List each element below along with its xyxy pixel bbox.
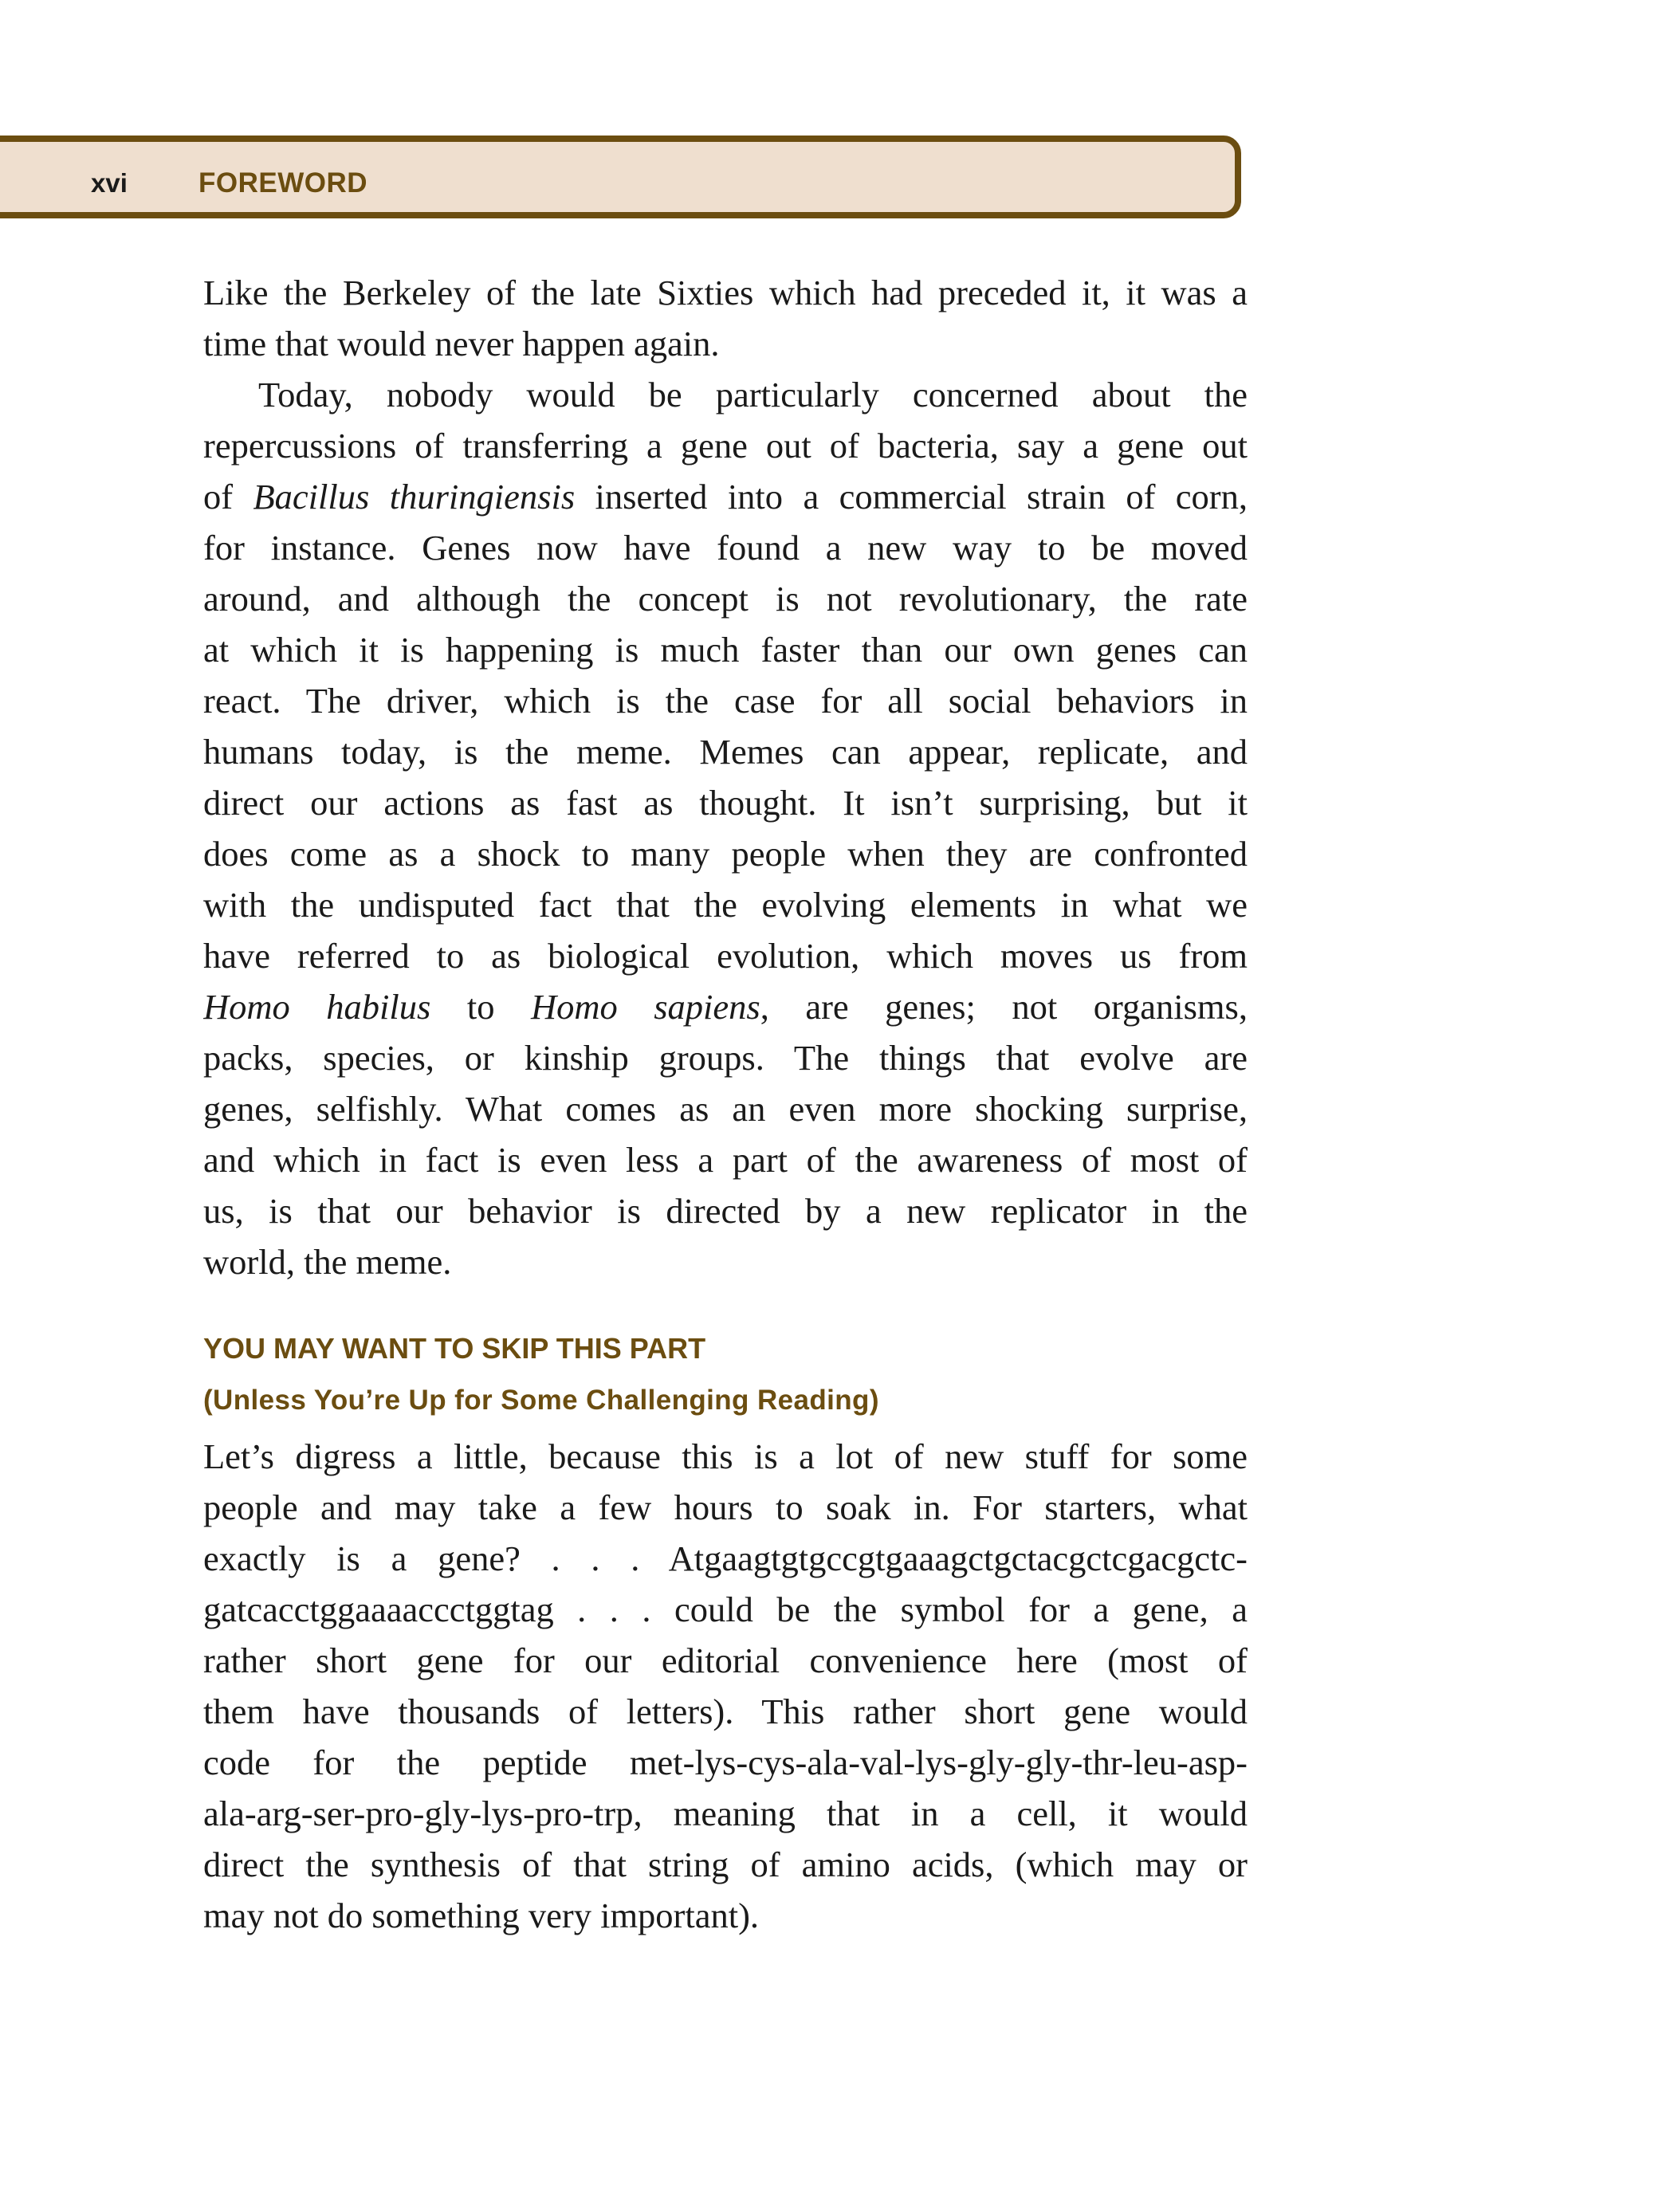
section-heading: YOU MAY WANT TO SKIP THIS PART	[203, 1332, 706, 1365]
text-line: people and may take a few hours to soak in. For starters, what	[203, 1487, 1248, 1527]
paragraph-genes-memes	[203, 369, 1248, 1287]
text-line: humans today, is the meme. Memes can appear, replicate, and	[203, 732, 1248, 772]
text-line: world, the meme.	[203, 1242, 452, 1282]
running-head-bar	[0, 136, 1241, 218]
text-line: gatcacctggaaaaccctggtag . . . could be the symbol for a gene, a	[203, 1589, 1248, 1629]
text-line: exactly is a gene? . . . Atgaagtgtgccgtgaaagctgctacgctcgacgctc-	[203, 1538, 1248, 1578]
italic-species-name: Homo sapiens	[530, 987, 760, 1027]
text-line: code for the peptide met-lys-cys-ala-val-lys-gly-gly-thr-leu-asp-	[203, 1742, 1248, 1782]
text-line: genes, selfishly. What comes as an even more shocking surprise,	[203, 1089, 1248, 1129]
text-line: of Bacillus thuringiensis inserted into a commercial strain of corn,	[203, 477, 1248, 517]
text-line: does come as a shock to many people when they are confronted	[203, 834, 1248, 874]
paragraph-what-is-a-gene	[203, 1431, 1248, 1941]
text-line: Like the Berkeley of the late Sixties which had preceded it, it was a	[203, 273, 1248, 312]
text-line: ala-arg-ser-pro-gly-lys-pro-trp, meaning that in a cell, it would	[203, 1794, 1248, 1833]
text-line: have referred to as biological evolution, which moves us from	[203, 936, 1248, 976]
text-line: rather short gene for our editorial convenience here (most of	[203, 1640, 1248, 1680]
text-line: direct the synthesis of that string of amino acids, (which may or	[203, 1845, 1248, 1884]
text-line: around, and although the concept is not revolutionary, the rate	[203, 579, 1248, 619]
italic-species-name: Bacillus thuringiensis	[253, 477, 576, 517]
text-line: time that would never happen again.	[203, 324, 720, 363]
text-line: them have thousands of letters). This rather short gene would	[203, 1691, 1248, 1731]
page-number: xvi	[91, 168, 128, 198]
text-line: with the undisputed fact that the evolving elements in what we	[203, 885, 1248, 925]
running-head-title: FOREWORD	[198, 167, 368, 198]
text-line: may not do something very important).	[203, 1896, 760, 1935]
text-line: at which it is happening is much faster than our own genes can	[203, 630, 1248, 670]
text-line: packs, species, or kinship groups. The things that evolve are	[203, 1038, 1248, 1078]
text-line: react. The driver, which is the case for all social behaviors in	[203, 681, 1248, 721]
paragraph-continuation	[203, 267, 1248, 369]
text-line: Homo habilus to Homo sapiens, are genes; not organisms,	[203, 987, 1248, 1027]
text-line: repercussions of transferring a gene out of bacteria, say a gene out	[203, 426, 1248, 466]
text-line: us, is that our behavior is directed by a new replicator in the	[203, 1191, 1248, 1231]
text-line: for instance. Genes now have found a new way to be moved	[203, 528, 1248, 568]
text-line: and which in fact is even less a part of the awareness of most of	[203, 1140, 1248, 1180]
text-line: Let’s digress a little, because this is a lot of new stuff for some	[203, 1436, 1248, 1476]
text-line: Today, nobody would be particularly concerned about the	[258, 375, 1248, 415]
italic-species-name: Homo habilus	[203, 987, 431, 1027]
text-line: direct our actions as fast as thought. It isn’t surprising, but it	[203, 783, 1248, 823]
section-subheading: (Unless You’re Up for Some Challenging Reading)	[203, 1385, 879, 1416]
